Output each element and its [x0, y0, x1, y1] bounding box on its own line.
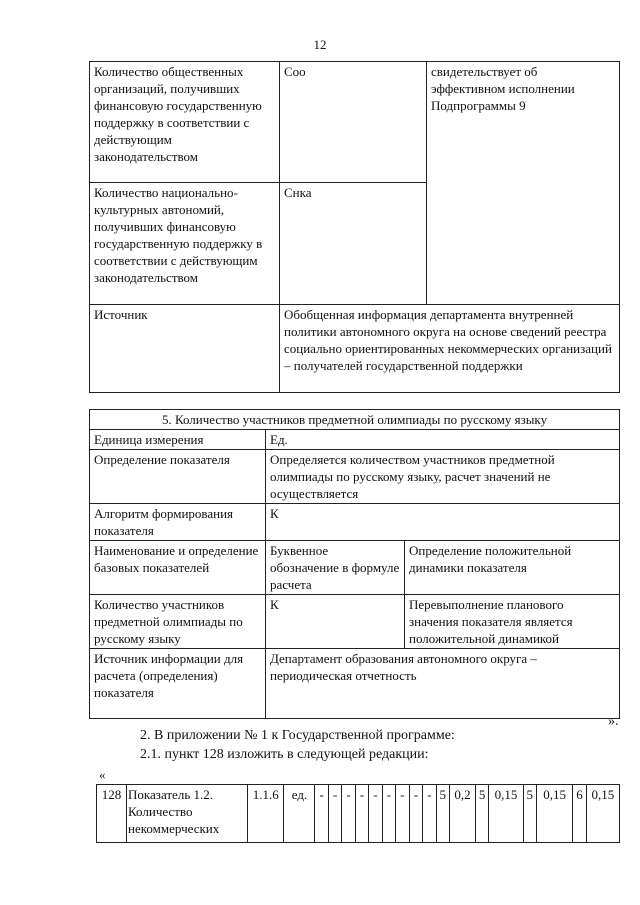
- source-text: Обобщенная информация департамента внутренней политики автономного округа на основе сведений реестра социально ориентированных некоммерческих организаций – получателей государственной поддержки: [280, 305, 620, 393]
- value-cell: 5: [475, 785, 488, 843]
- value-cell: -: [369, 785, 382, 843]
- algorithm-value: К: [266, 504, 620, 541]
- row-note: свидетельствует об эффективном исполнении Подпрограммы 9: [427, 62, 620, 305]
- participants-dynamics: Перевыполнение планового значения показателя является положительной динамикой: [405, 595, 620, 649]
- value-cell: -: [409, 785, 422, 843]
- page-number: 12: [313, 37, 327, 52]
- olympiad-indicator-table: [89, 409, 620, 719]
- source-label: Источник: [90, 305, 280, 393]
- value-cell: 5: [436, 785, 449, 843]
- appendix-row-table: [96, 784, 620, 843]
- value-cell: -: [396, 785, 409, 843]
- row-number: 128: [97, 785, 127, 843]
- participants-symbol: К: [266, 595, 405, 649]
- value-cell: 0,15: [586, 785, 619, 843]
- value-cell: -: [328, 785, 341, 843]
- info-source-value: Департамент образования автономного округа – периодическая отчетность: [266, 649, 620, 719]
- row-symbol: Снка: [280, 183, 427, 305]
- table-title: 5. Количество участников предметной олимпиады по русскому языку: [90, 410, 620, 430]
- row-label: Количество национально-культурных автономий, получивших финансовую государственную поддержку в соответствии с действующим законодательством: [90, 183, 280, 305]
- value-cell: -: [342, 785, 355, 843]
- definition-label: Определение показателя: [90, 450, 266, 504]
- value-cell: 0,15: [489, 785, 523, 843]
- value-cell: -: [315, 785, 328, 843]
- value-cell: -: [355, 785, 368, 843]
- base-label: Наименование и определение базовых показателей: [90, 541, 266, 595]
- unit-value: Ед.: [266, 430, 620, 450]
- opening-quote: «: [99, 767, 106, 782]
- base-dynamics-label: Определение положительной динамики показателя: [405, 541, 620, 595]
- base-symbol-label: Буквенное обозначение в формуле расчета: [266, 541, 405, 595]
- value-cell: -: [382, 785, 395, 843]
- row-symbol: Соо: [280, 62, 427, 183]
- paragraph-2: 2. В приложении № 1 к Государственной программе:: [140, 728, 455, 743]
- info-source-label: Источник информации для расчета (определения) показателя: [90, 649, 266, 719]
- algorithm-label: Алгоритм формирования показателя: [90, 504, 266, 541]
- value-cell: 6: [573, 785, 586, 843]
- indicator-unit: ед.: [284, 785, 315, 843]
- value-cell: 0,15: [536, 785, 572, 843]
- indicator-table-continued: [89, 61, 620, 393]
- value-cell: 0,2: [450, 785, 476, 843]
- indicator-code: 1.1.6: [248, 785, 284, 843]
- indicator-name: Показатель 1.2. Количество некоммерческих: [127, 785, 248, 843]
- closing-quote: ».: [608, 714, 619, 729]
- value-cell: 5: [523, 785, 536, 843]
- value-cell: -: [423, 785, 436, 843]
- paragraph-2-1: 2.1. пункт 128 изложить в следующей редакции:: [140, 747, 429, 762]
- definition-value: Определяется количеством участников предметной олимпиады по русскому языку, расчет значений не осуществляется: [266, 450, 620, 504]
- row-label: Количество общественных организаций, получивших финансовую государственную поддержку в соответствии с действующим законодательством: [90, 62, 280, 183]
- participants-label: Количество участников предметной олимпиады по русскому языку: [90, 595, 266, 649]
- unit-label: Единица измерения: [90, 430, 266, 450]
